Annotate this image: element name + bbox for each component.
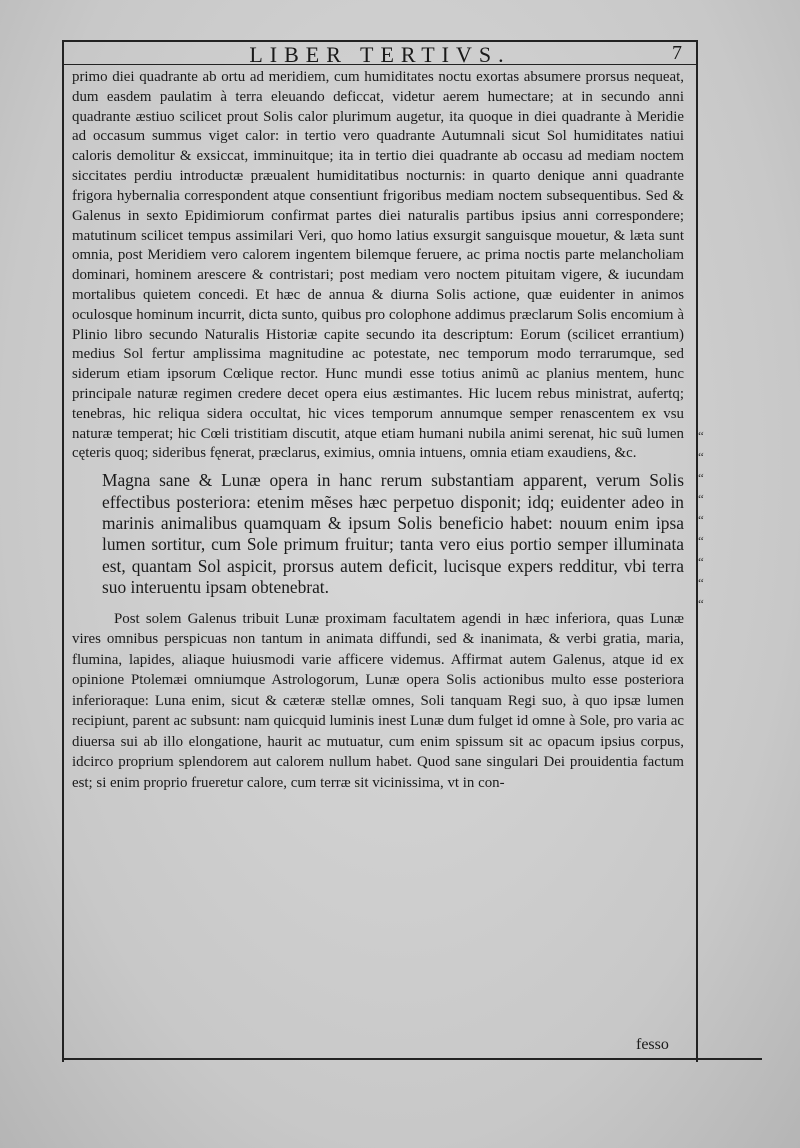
quote-mark: “ xyxy=(698,512,704,527)
quote-mark: “ xyxy=(698,533,704,548)
quote-mark: “ xyxy=(698,575,704,590)
quote-mark: “ xyxy=(698,554,704,569)
quote-mark: “ xyxy=(698,428,704,443)
page-header xyxy=(62,40,698,67)
margin-quotation-marks xyxy=(698,428,718,617)
catchword: fesso xyxy=(636,1036,669,1053)
quote-mark: “ xyxy=(698,449,704,464)
frame-rule-left xyxy=(62,40,64,1062)
page-number: 7 xyxy=(672,42,682,64)
paragraph-2: Magna sane & Lunæ opera in hanc rerum substantiam apparent, verum Solis effectibus posteriora: etenim mẽses hæc perpetuo disponit; idq; euidenter adeo in marinis animalibus quamquam & ipsum Solis beneficio habet: nouum enim ipsa lumen sortitur, cum Sole primum fruitur; tanta vero eius portio semper illuminata est, quantam Sol aspicit, prorsus autem deficit, lucisque expers redditur, vbi terra suo interuentu ipsam obtenebrat. xyxy=(102,470,684,598)
quote-mark: “ xyxy=(698,470,704,485)
frame-rule-bottom xyxy=(62,1058,762,1060)
paragraph-1: primo diei quadrante ab ortu ad meridiem, cum humiditates noctu exortas absumere prorsus nequeat, dum easdem paulatim à terra eleuando deficcat, videtur aerem humectare; at in secundo anni quadrante æstiuo scilicet prout Solis calor plurimum augetur, ita quoque in diei quadrante à Meridie ad occasum summus viget calor: in tertio vero quadrante Autumnali sicut Sol humiditates natiui caloris demolitur & exsiccat, imminuitque; ita in tertio diei quadrante ab occasu ad mediam noctem siccitates perdiu introductæ præualent humiditatibus nocturnis: in quarto denique anni quadrante frigora hybernalia correspondent atque consentiunt frigoribus mediam noctem subsequentibus. Sed & Galenus in sexto Epidimiorum confirmat partes diei naturalis partibus ipsius anni correspondere; matutinum scilicet tempus assimilari Veri, quo homo latius exsurgit sanguisque mouetur, & læta sunt omnia, post Meridiem vero calorem ingentem bilemque feruere, ac prima noctis parte melancholiam dominari, hominem arescere & contristari; post mediam vero noctem pituitam vigere, & iucundam mortalibus quietem concedi. Et hæc de annua & diurna Solis actione, quæ euidenter in animos oculosque hominum incurrit, dicta sunto, quibus pro colophone addimus præclarum Solis encomium à Plinio libro secundo Naturalis Historiæ capite secundo ita descriptum: Eorum (scilicet errantium) medius Sol fertur amplissima magnitudine ac potestate, nec temporum modo terrarumque, sed siderum etiam ipsorum Cœlique rector. Hunc mundi esse totius animũ ac planius mentem, hunc principale naturæ regimen credere decet opera eius æstimantes. Hic lucem rebus ministrat, aufertq; tenebras, hic reliqua sidera occultat, hic vices temporum annumque semper renascentem ex vsu naturæ temperat; hic Cœli tristitiam discutit, atque etiam humani nubila animi serenat, hic suũ lumen cęteris quoq; sideribus fęnerat, præclarus, eximius, omnia intuens, omnia etiam exaudiens, &c. xyxy=(72,69,684,462)
running-title: LIBER TERTIVS. xyxy=(249,42,511,67)
text-block xyxy=(72,68,684,793)
paragraph-3: Post solem Galenus tribuit Lunæ proximam facultatem agendi in hæc inferiora, quas Lunæ vires omnibus perspicuas non tantum in animata diffundi, sed & inanimata, & verbi gratia, maria, flumina, lapides, aliaque huiusmodi varie afficere videmus. Affirmat autem Galenus, atque id ex opinione Ptolemæi omniumque Astrologorum, Lunæ opera Solis actionibus multo esse posteriora inferioraque: Luna enim, sicut & cæteræ stellæ omnes, Soli tanquam Regi suo, à quo ipsæ lumen recipiunt, parent ac subsunt: nam quicquid luminis inest Lunæ dum fulget id omne à Sole, pro varia ac diuersa sui ab illo elongatione, haurit ac mutuatur, cum enim spissum sit ac opacum ipsius corpus, idcirco proprium splendorem aut calorem nullum habet. Quod sane singulari Dei prouidentia factum est; si enim proprio frueretur calore, cum terræ sit vicinissima, vt in con- xyxy=(72,610,684,791)
quote-mark: “ xyxy=(698,596,704,611)
quote-mark: “ xyxy=(698,491,704,506)
